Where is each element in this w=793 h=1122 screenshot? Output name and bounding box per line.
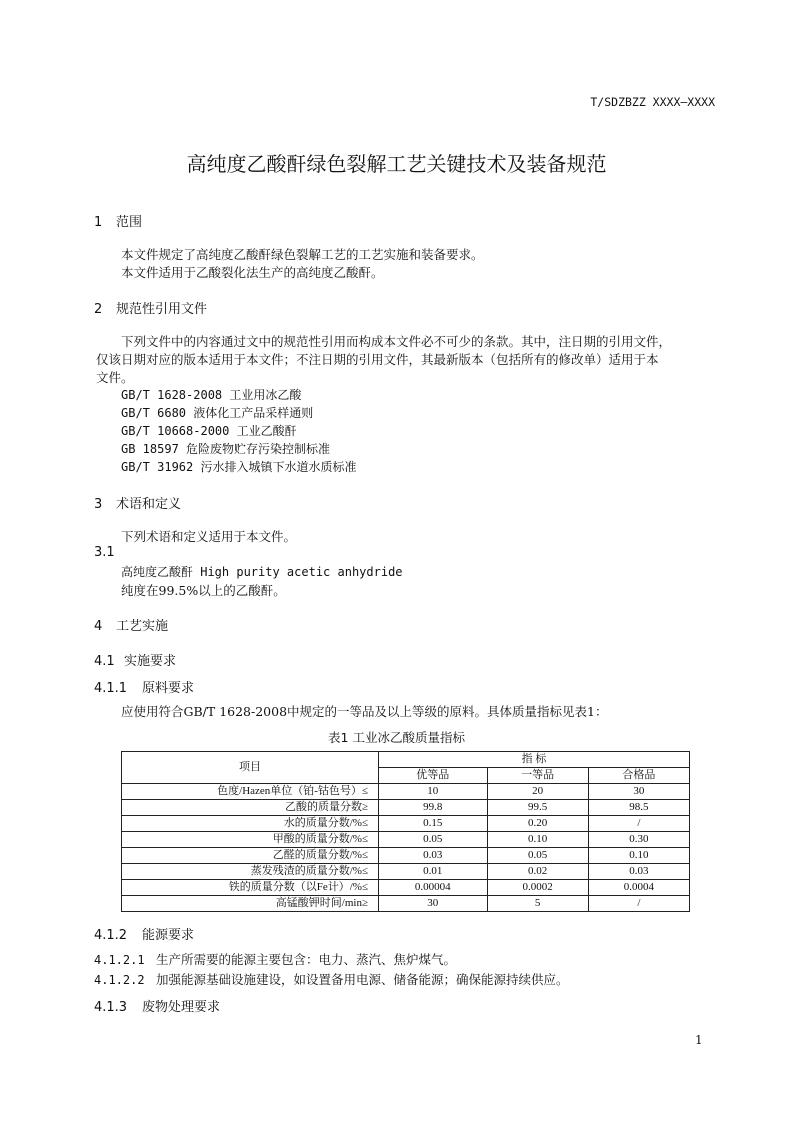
row-label: 水的质量分数/%≤ (122, 816, 379, 832)
document-number: T/SDZBZZ XXXX—XXXX (590, 95, 715, 109)
table-row (122, 848, 690, 864)
section-4-heading (94, 615, 168, 634)
paragraph-line: 文件。 (96, 370, 134, 385)
reference-item: GB/T 31962 污水排入城镇下水道水质标准 (121, 460, 357, 474)
table-cell: 0.02 (487, 864, 588, 880)
table-cell: 0.10 (487, 832, 588, 848)
reference-item: GB 18597 危险废物贮存污染控制标准 (121, 442, 331, 456)
subsection-4-1-2-heading (94, 924, 194, 943)
paragraph-line: 仅该日期对应的版本适用于本文件；不注日期的引用文件，其最新版本（包括所有的修改单）适用于本 (96, 352, 659, 367)
subsection-4-1-3-heading (94, 996, 220, 1015)
quality-index-table (121, 751, 690, 912)
section-number: 4.1.1 (94, 681, 128, 696)
table-cell: 98.5 (588, 800, 689, 816)
row-label: 色度/Hazen单位（铂-钴色号）≤ (122, 784, 379, 800)
table-cell: 0.05 (487, 848, 588, 864)
table-cell: 99.8 (379, 800, 488, 816)
column-header-grade: 优等品 (379, 768, 488, 784)
column-header-item: 项目 (122, 752, 379, 784)
table-cell: 0.00004 (379, 880, 488, 896)
table-row (122, 800, 690, 816)
section-2-heading (94, 298, 207, 317)
section-title: 规范性引用文件 (116, 302, 208, 317)
table-caption: 表1 工业冰乙酸质量指标 (328, 730, 465, 745)
table-header-row (122, 752, 690, 768)
table-row (122, 896, 690, 912)
table-cell: 0.15 (379, 816, 488, 832)
clause-number: 4.1.2.2 (94, 973, 145, 987)
table-cell: 0.05 (379, 832, 488, 848)
row-label: 乙酸的质量分数≥ (122, 800, 379, 816)
table-row (122, 816, 690, 832)
table-cell: 5 (487, 896, 588, 912)
table-cell: 99.5 (487, 800, 588, 816)
clause-text: 生产所需要的能源主要包含：电力、蒸汽、焦炉煤气。 (156, 952, 457, 967)
paragraph: 应使用符合GB/T 1628-2008中规定的一等品及以上等级的原料。具体质量指标见表1： (121, 704, 608, 719)
clause-number: 4.1.2.1 (94, 953, 145, 967)
table-cell: 30 (588, 784, 689, 800)
section-title: 废物处理要求 (142, 1000, 221, 1015)
paragraph: 本文件规定了高纯度乙酸酐绿色裂解工艺的工艺实施和装备要求。 (121, 247, 484, 262)
section-number: 4.1 (94, 654, 115, 669)
table-cell: 0.0004 (588, 880, 689, 896)
row-label: 高锰酸钾时间/min≥ (122, 896, 379, 912)
term-number: 3.1 (94, 545, 115, 560)
section-title: 术语和定义 (116, 497, 182, 512)
section-number: 1 (94, 215, 103, 230)
table-cell: / (588, 896, 689, 912)
subsection-4-1-heading (94, 650, 176, 669)
table-cell: 0.20 (487, 816, 588, 832)
table-cell: 0.30 (588, 832, 689, 848)
section-3-heading (94, 493, 181, 512)
term-definition: 纯度在99.5%以上的乙酸酐。 (121, 583, 286, 598)
column-header-grade: 一等品 (487, 768, 588, 784)
table-cell: 0.0002 (487, 880, 588, 896)
table-cell: 0.03 (379, 848, 488, 864)
paragraph-line: 下列文件中的内容通过文中的规范性引用而构成本文件必不可少的条款。其中，注日期的引用文件， (121, 334, 672, 349)
row-label: 乙醛的质量分数/%≤ (122, 848, 379, 864)
reference-item: GB/T 10668-2000 工业乙酸酐 (121, 424, 297, 438)
term-name: 高纯度乙酸酐 High purity acetic anhydride (121, 565, 403, 579)
row-label: 铁的质量分数（以Fe计）/%≤ (122, 880, 379, 896)
clause-text: 加强能源基础设施建设，如设置备用电源、储备能源；确保能源持续供应。 (156, 972, 569, 987)
section-title: 原料要求 (142, 681, 195, 696)
section-number: 4.1.2 (94, 928, 128, 943)
paragraph: 下列术语和定义适用于本文件。 (121, 529, 297, 544)
section-1-heading (94, 211, 142, 230)
section-title: 能源要求 (142, 928, 195, 943)
column-header-grade: 合格品 (588, 768, 689, 784)
table-cell: 10 (379, 784, 488, 800)
paragraph: 本文件适用于乙酸裂化法生产的高纯度乙酸酐。 (121, 265, 384, 280)
reference-item: GB/T 6680 液体化工产品采样通则 (121, 406, 314, 420)
section-number: 4 (94, 619, 103, 634)
reference-item: GB/T 1628-2008 工业用冰乙酸 (121, 388, 302, 402)
table-cell: 30 (379, 896, 488, 912)
section-number: 4.1.3 (94, 1000, 128, 1015)
section-title: 实施要求 (124, 654, 177, 669)
table-cell: / (588, 816, 689, 832)
section-title: 范围 (116, 215, 143, 230)
section-number: 2 (94, 302, 103, 317)
table-cell: 20 (487, 784, 588, 800)
clause-item (94, 950, 456, 968)
clause-item (94, 970, 569, 988)
table-row (122, 832, 690, 848)
page-title: 高纯度乙酸酐绿色裂解工艺关键技术及装备规范 (186, 152, 607, 176)
table-row (122, 880, 690, 896)
row-label: 蒸发残渣的质量分数/%≤ (122, 864, 379, 880)
page-number: 1 (695, 1033, 703, 1047)
section-title: 工艺实施 (116, 619, 169, 634)
section-number: 3 (94, 497, 103, 512)
subsection-4-1-1-heading (94, 677, 194, 696)
table-row (122, 864, 690, 880)
table-cell: 0.10 (588, 848, 689, 864)
table-cell: 0.03 (588, 864, 689, 880)
table-row (122, 784, 690, 800)
table-cell: 0.01 (379, 864, 488, 880)
row-label: 甲酸的质量分数/%≤ (122, 832, 379, 848)
column-header-index: 指 标 (379, 752, 690, 768)
